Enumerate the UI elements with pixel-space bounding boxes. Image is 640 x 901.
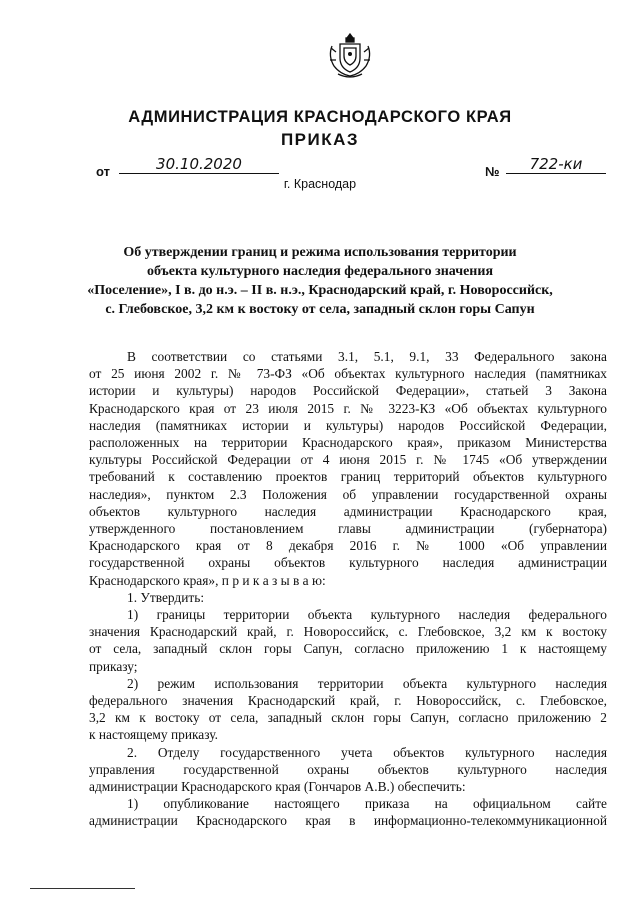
number-field xyxy=(506,155,606,174)
body-line: значения Краснодарский край, г. Новороссийск, с. Глебовское, 3,2 км к востоку xyxy=(89,624,607,640)
body-line: Краснодарского края от 8 декабря 2016 г. № 1000 «Об управлении xyxy=(89,538,607,554)
title-line: «Поселение», I в. до н.э. – II в. н.э., Краснодарский край, г. Новороссийск, xyxy=(87,283,553,298)
body-line: 2) режим использования территории объекта культурного наследия xyxy=(127,675,607,691)
body-line: 1) опубликование настоящего приказа на официальном сайте xyxy=(127,796,607,812)
organization-name: АДМИНИСТРАЦИЯ КРАСНОДАРСКОГО КРАЯ xyxy=(128,108,512,126)
footer-divider xyxy=(30,888,135,889)
body-line: государственной охраны объектов культурного наследия администрации xyxy=(89,555,607,571)
date-field xyxy=(119,155,279,174)
body-line: объектов культурного наследия администрации Краснодарского края, xyxy=(89,503,607,519)
number-value: 722-ки xyxy=(506,155,606,174)
body-line: культуры Российской Федерации от 4 июня 2015 г. № 1745 «Об утверждении xyxy=(89,452,607,468)
body-line: от 25 июня 2002 г. № 73-ФЗ «Об объектах культурного наследия (памятниках xyxy=(89,366,607,382)
body-line: администрации Краснодарского края в информационно-телекоммуникационной xyxy=(89,813,607,829)
document-type: ПРИКАЗ xyxy=(280,130,360,149)
body-line: расположенных на территории Краснодарского края», приказом Министерства xyxy=(89,435,607,451)
document-body xyxy=(89,348,607,830)
date-label: от xyxy=(96,164,110,179)
body-line: Краснодарского края», п р и к а з ы в а ю: xyxy=(89,572,326,588)
body-line: наследия», пунктом 2.3 Положения об управлении государственной охраны xyxy=(89,486,607,502)
body-line: требований к составлению проектов границ территорий объектов культурного xyxy=(89,469,607,485)
title-line: объекта культурного наследия федерального значения xyxy=(146,264,494,279)
title-line: с. Глебовское, 3,2 км к востоку от села, западный склон горы Сапун xyxy=(105,302,535,317)
document-title xyxy=(70,243,570,319)
body-line: 2. Отделу государственного учета объектов культурного наследия xyxy=(127,744,607,760)
body-line: федерального значения Краснодарский край, г. Новороссийск, с. Глебовское, xyxy=(89,693,607,709)
body-line: 1. Утвердить: xyxy=(127,589,205,605)
body-line: 1) границы территории объекта культурного наследия федерального xyxy=(127,607,607,623)
date-value: 30.10.2020 xyxy=(119,155,279,174)
body-line: администрации Краснодарского края (Гончаров А.В.) обеспечить: xyxy=(89,779,466,795)
body-line: истории и культуры) народов Российской Федерации», статьей 3 Закона xyxy=(89,383,607,399)
number-label: № xyxy=(485,164,500,179)
coat-of-arms-emblem xyxy=(326,30,374,80)
title-line: Об утверждении границ и режима использования территории xyxy=(123,245,517,260)
body-line: утвержденного постановлением главы администрации (губернатора) xyxy=(89,521,607,537)
body-line: В соответствии со статьями 3.1, 5.1, 9.1, 33 Федерального закона xyxy=(127,349,607,364)
body-line: к настоящему приказу. xyxy=(89,727,218,743)
body-line: приказу; xyxy=(89,658,138,674)
body-line: Краснодарского края от 23 июля 2015 г. № 3223-КЗ «Об объектах культурного xyxy=(89,400,607,416)
body-line: управления государственной охраны объектов культурного наследия xyxy=(89,761,607,777)
city: г. Краснодар xyxy=(283,177,357,191)
body-line: от села, западный склон горы Сапун, согласно приложению 1 к настоящему xyxy=(89,641,607,657)
body-line: 3,2 км к востоку от села, западный склон горы Сапун, согласно приложению 2 xyxy=(89,710,607,726)
body-line: наследия (памятниках истории и культуры) народов Российской Федерации, xyxy=(89,417,607,433)
